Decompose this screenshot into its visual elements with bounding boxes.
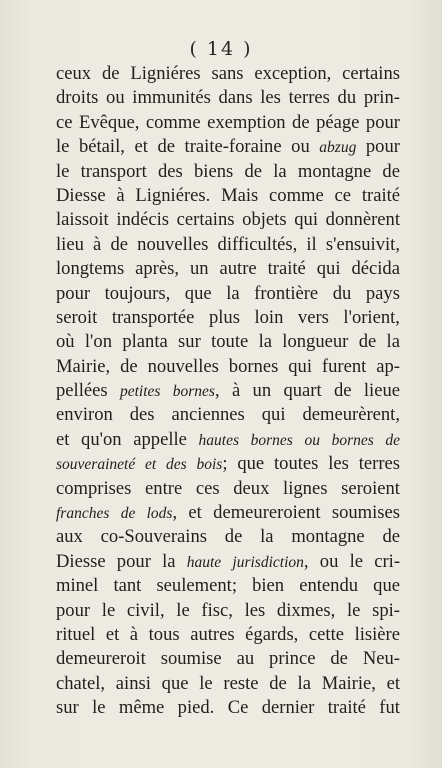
word: et: [386, 672, 401, 694]
word: de: [292, 111, 310, 133]
word: soumise: [160, 648, 222, 670]
word: qui: [294, 209, 318, 231]
text-line: [56, 62, 400, 86]
word: pour: [365, 136, 400, 158]
word: la: [162, 550, 176, 572]
word: la: [297, 672, 311, 694]
word: après,: [135, 258, 180, 280]
word: entendu: [299, 575, 359, 597]
word: pied.: [177, 697, 215, 719]
word: droits: [56, 87, 99, 109]
body-text: [56, 62, 400, 721]
word: sur: [178, 331, 201, 353]
word: soumises: [331, 502, 401, 524]
text-line: [56, 623, 400, 647]
word: de: [120, 355, 138, 377]
text-line: [56, 696, 400, 720]
word: qui: [261, 404, 286, 426]
word: furent: [321, 355, 367, 377]
word: indécis: [116, 209, 170, 231]
word: les: [328, 453, 349, 475]
text-line: [56, 330, 400, 354]
word: de: [382, 526, 401, 548]
word: ceux: [56, 63, 92, 84]
word: bornes: [250, 431, 293, 449]
word: où: [56, 331, 75, 353]
word: co-Souverains: [100, 526, 208, 548]
word: cri-: [374, 550, 401, 572]
word: seroit: [56, 306, 98, 328]
text-line: [56, 282, 400, 306]
text-line: [56, 428, 400, 452]
text-line: [56, 525, 400, 549]
word: de: [385, 431, 401, 449]
word: laissoit: [56, 209, 109, 231]
word: du: [337, 87, 357, 109]
word: égards,: [245, 623, 299, 645]
word: Ligniéres: [130, 63, 201, 84]
word: le: [92, 697, 106, 719]
word: demeureroit: [56, 648, 146, 670]
word: prin-: [363, 87, 400, 109]
word: chatel,: [56, 672, 106, 694]
word: appelle: [133, 428, 187, 450]
word: à: [116, 184, 125, 206]
word: à: [93, 233, 102, 255]
word: sans: [211, 63, 244, 84]
word: plus: [208, 306, 240, 328]
word: comprises: [56, 477, 132, 499]
word: transport: [80, 160, 147, 182]
word: frontière: [254, 282, 319, 304]
word: bornes: [331, 431, 374, 449]
word: nouvelles: [147, 355, 219, 377]
word: de: [157, 136, 175, 158]
word: de: [330, 648, 348, 670]
word: un: [252, 380, 272, 402]
word: que: [161, 672, 189, 694]
word: demeurèrent,: [302, 404, 401, 426]
word: la: [386, 331, 400, 353]
word: traité: [327, 697, 366, 719]
word: et: [105, 623, 120, 645]
word: de: [382, 160, 400, 182]
word: lisière: [354, 623, 400, 645]
word: la: [260, 526, 274, 548]
word: de: [269, 672, 287, 694]
word: fisc,: [201, 599, 233, 621]
word: souveraineté: [56, 456, 136, 474]
word: abzug: [319, 139, 357, 157]
word: nouvelles: [137, 233, 209, 255]
word: ou: [304, 431, 320, 449]
word: Neu-: [362, 648, 400, 670]
word: hautes: [198, 431, 239, 449]
word: tant: [113, 575, 142, 597]
word: que: [373, 575, 401, 597]
word: bornes,: [172, 380, 220, 402]
text-line: [56, 257, 400, 281]
word: au: [236, 648, 255, 670]
word: difficultés,: [217, 233, 298, 255]
word: même: [118, 697, 165, 719]
word: de: [101, 63, 120, 84]
word: autres: [190, 623, 235, 645]
word: bétail,: [78, 136, 125, 158]
word: Mais: [221, 184, 259, 206]
word: la: [226, 282, 240, 304]
word: longtems: [56, 258, 125, 280]
word: de: [120, 505, 136, 523]
word: la: [273, 160, 287, 182]
word: civil,: [126, 599, 165, 621]
word: loin: [254, 306, 284, 328]
page-number: ( 14 ): [189, 38, 253, 60]
word: traité: [361, 184, 401, 206]
word: à: [129, 623, 139, 645]
word: les: [260, 87, 281, 109]
word: toute: [211, 331, 249, 353]
word: pour: [116, 550, 151, 572]
word: terres: [288, 87, 330, 109]
word: qu'on: [81, 428, 122, 450]
word: et: [56, 428, 70, 450]
word: le: [56, 160, 70, 182]
word: ou: [291, 136, 310, 158]
word: Evêque,: [78, 111, 140, 133]
word: quart: [283, 380, 322, 402]
word: lieue: [363, 380, 401, 402]
word: bornes: [228, 355, 279, 377]
text-line: [56, 647, 400, 671]
word: à: [231, 380, 241, 402]
word: anciennes: [171, 404, 245, 426]
word: lieu: [56, 233, 84, 255]
word: rituel: [56, 623, 96, 645]
word: de: [110, 233, 128, 255]
text-line: [56, 111, 400, 135]
text-line: [56, 233, 400, 257]
word: comme: [145, 111, 201, 133]
word: Diesse: [56, 550, 106, 572]
word: spi-: [372, 599, 400, 621]
word: bois;: [196, 453, 228, 475]
word: pour: [56, 282, 91, 304]
word: entre: [145, 477, 183, 499]
text-line: [56, 208, 400, 232]
word: aux: [56, 526, 83, 548]
word: donnèrent: [325, 209, 401, 231]
word: prince: [269, 648, 316, 670]
word: reste: [223, 672, 259, 694]
word: il: [306, 233, 317, 255]
word: autre: [219, 258, 257, 280]
text-line: [56, 501, 400, 525]
word: planta: [122, 331, 168, 353]
word: ce: [56, 111, 73, 133]
word: seroient: [341, 477, 400, 499]
word: terres: [358, 453, 400, 475]
word: bien: [252, 575, 285, 597]
text-line: [56, 379, 400, 403]
word: franches: [56, 505, 110, 523]
word: Ligniéres.: [135, 184, 211, 206]
text-line: [56, 160, 400, 184]
word: certains: [342, 63, 400, 84]
word: ou: [319, 550, 339, 572]
text-line: [56, 550, 400, 574]
word: de: [358, 331, 377, 353]
word: sur: [56, 697, 79, 719]
word: Mairie,: [321, 672, 376, 694]
text-line: [56, 403, 400, 427]
word: ainsi: [115, 672, 151, 694]
word: le: [176, 599, 190, 621]
text-line: [56, 599, 400, 623]
text-line: [56, 306, 400, 330]
word: ces: [195, 477, 220, 499]
word: l'on: [84, 331, 113, 353]
word: environ: [56, 404, 113, 426]
word: minel: [56, 575, 99, 597]
text-line: [56, 355, 400, 379]
word: comme: [269, 184, 324, 206]
word: des: [166, 456, 187, 474]
text-line: [56, 477, 400, 501]
text-line: [56, 452, 400, 476]
word: ce: [334, 184, 352, 206]
word: pellées: [56, 380, 108, 402]
word: fut: [379, 697, 400, 719]
word: péage: [316, 111, 360, 133]
word: tous: [148, 623, 180, 645]
word: des: [129, 404, 155, 426]
word: le: [349, 550, 363, 572]
word: et: [145, 456, 157, 474]
word: qui: [288, 355, 313, 377]
word: les: [244, 599, 266, 621]
word: lods,: [146, 502, 178, 524]
word: le: [199, 672, 213, 694]
word: décida: [351, 258, 400, 280]
word: Ce: [227, 697, 249, 719]
word: longueur: [282, 331, 349, 353]
word: le: [56, 136, 70, 158]
word: le: [101, 599, 116, 621]
word: demeureroient: [213, 502, 321, 524]
word: traité: [267, 258, 306, 280]
word: le: [346, 599, 361, 621]
word: Mairie,: [56, 355, 111, 377]
word: de: [244, 160, 263, 182]
word: l'orient,: [343, 306, 400, 328]
word: haute: [186, 553, 222, 571]
word: la: [258, 331, 272, 353]
word: pour: [365, 111, 400, 133]
word: toujours,: [104, 282, 171, 304]
word: montagne: [291, 526, 365, 548]
word: pays: [365, 282, 400, 304]
text-line: [56, 574, 400, 598]
word: exemption: [207, 111, 286, 133]
word: lignes: [283, 477, 328, 499]
text-line: [56, 86, 400, 110]
word: et: [188, 502, 202, 524]
word: de: [224, 526, 243, 548]
word: un: [189, 258, 209, 280]
word: certains: [176, 209, 235, 231]
word: vers: [297, 306, 329, 328]
text-line: [56, 184, 400, 208]
word: immunités: [132, 87, 211, 109]
text-line: [56, 672, 400, 696]
word: de: [334, 380, 352, 402]
word: jurisdiction,: [232, 550, 309, 572]
word: exception,: [254, 63, 332, 84]
word: traite-foraine: [184, 136, 282, 158]
word: transportée: [111, 306, 195, 328]
word: qui: [316, 258, 341, 280]
word: dixmes,: [276, 599, 336, 621]
word: ap-: [376, 355, 400, 377]
word: des: [157, 160, 183, 182]
word: objets: [242, 209, 287, 231]
word: petites: [119, 383, 161, 401]
word: dans: [218, 87, 253, 109]
word: que: [237, 453, 265, 475]
word: que: [184, 282, 212, 304]
word: Diesse: [56, 184, 106, 206]
text-line: [56, 135, 400, 159]
word: deux: [233, 477, 270, 499]
word: pour: [56, 599, 91, 621]
word: dernier: [261, 697, 315, 719]
word: montagne: [297, 160, 372, 182]
word: toutes: [274, 453, 319, 475]
word: biens: [193, 160, 234, 182]
word: cette: [308, 623, 344, 645]
word: et: [134, 136, 148, 158]
word: du: [332, 282, 352, 304]
word: ou: [106, 87, 125, 109]
word: s'ensuivit,: [325, 233, 400, 255]
word: seulement;: [156, 575, 237, 597]
